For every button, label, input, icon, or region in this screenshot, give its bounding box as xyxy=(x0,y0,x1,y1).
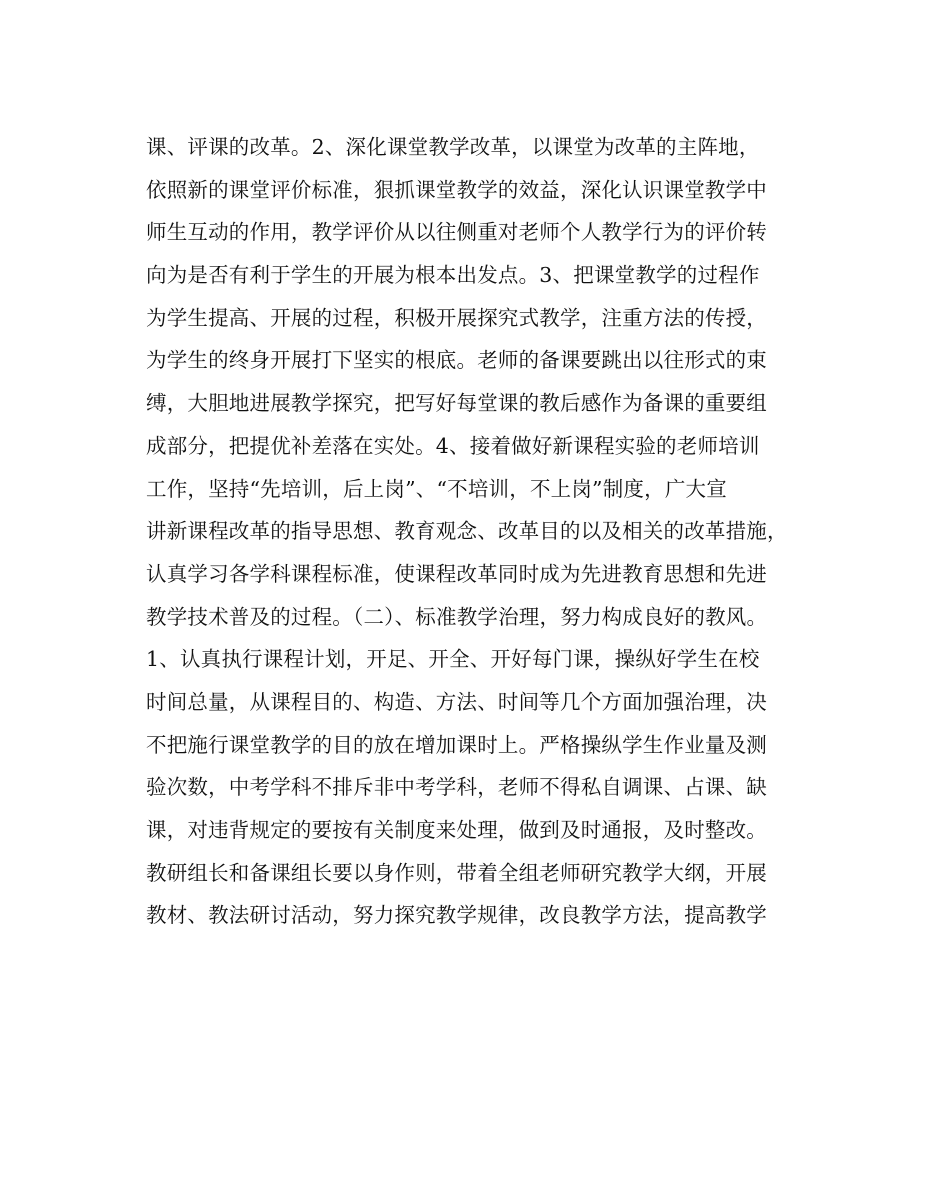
text-line-17: 课，对违背规定的要按有关制度来处理，做到及时通报，及时整改。 xyxy=(146,818,767,842)
text-line-12: 教学技术普及的过程。（二）、标准教学治理，努力构成良好的教风。 xyxy=(146,604,768,629)
text-line-2: 依照新的课堂评价标准，狠抓课堂教学的效益，深化认识课堂教学中 xyxy=(146,177,767,202)
body-text xyxy=(146,126,846,937)
text-line-3: 师生互动的作用，教学评价从以往侧重对老师个人教学行为的评价转 xyxy=(146,220,767,245)
text-line-19: 教材、教法研讨活动，努力探究教学规律，改良教学方法，提高教学 xyxy=(146,903,767,928)
text-line-18: 教研组长和备课组长要以身作则，带着全组老师研究教学大纲，开展 xyxy=(146,860,767,885)
text-line-4: 向为是否有利于学生的开展为根本出发点。3、把课堂教学的过程作 xyxy=(146,263,760,288)
text-line-11: 认真学习各学科课程标准，使课程改革同时成为先进教育思想和先进 xyxy=(146,561,767,586)
text-line-16: 验次数，中考学科不排斥非中考学科，老师不得私自调课、占课、缺 xyxy=(146,775,767,800)
text-line-8: 成部分，把提优补差落在实处。4、接着做好新课程实验的老师培训 xyxy=(146,433,760,458)
text-line-15: 不把施行课堂教学的目的放在增加课时上。严格操纵学生作业量及测 xyxy=(146,732,767,757)
text-line-5: 为学生提高、开展的过程，积极开展探究式教学，注重方法的传授， xyxy=(146,305,767,330)
text-line-6: 为学生的终身开展打下坚实的根底。老师的备课要跳出以往形式的束 xyxy=(146,348,767,373)
text-line-7: 缚，大胆地进展教学探究，把写好每堂课的教后感作为备课的重要组 xyxy=(146,391,767,416)
text-line-10: 讲新课程改革的指导思想、教育观念、改革目的以及相关的改革措施， xyxy=(146,519,788,544)
text-line-1: 课、评课的改革。2、深化课堂教学改革，以课堂为改革的主阵地， xyxy=(146,135,760,159)
text-line-9: 工作，坚持“先培训，后上岗”、“不培训，不上岗”制度，广大宣 xyxy=(146,476,727,501)
text-line-14: 时间总量，从课程目的、构造、方法、时间等几个方面加强治理，决 xyxy=(146,689,767,714)
text-line-13: 1、认真执行课程计划，开足、开全、开好每门课，操纵好学生在校 xyxy=(146,647,760,672)
